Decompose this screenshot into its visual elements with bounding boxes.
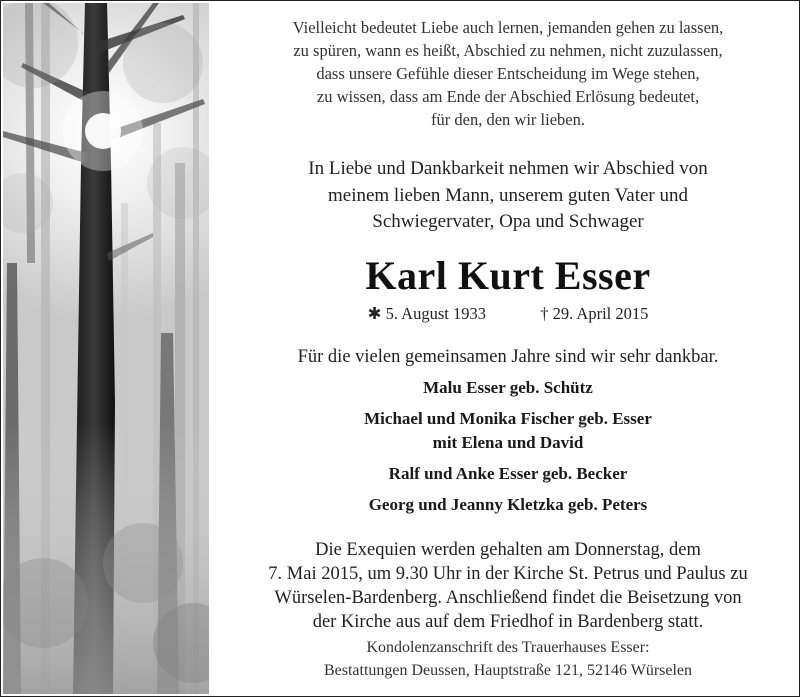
signers-list bbox=[218, 376, 798, 524]
ceremony-line: Die Exequien werden gehalten am Donnerstag, dem bbox=[315, 540, 701, 560]
cross-icon: † bbox=[540, 304, 549, 323]
signer bbox=[218, 493, 798, 517]
birth-icon: ✱ bbox=[367, 304, 382, 323]
ceremony-details bbox=[218, 538, 798, 634]
condolence-address bbox=[218, 636, 798, 682]
intro-text bbox=[218, 156, 798, 236]
birth-date: 5. August 1933 bbox=[385, 304, 486, 323]
verse-line: Vielleicht bedeutet Liebe auch lernen, jemanden gehen zu lassen, bbox=[292, 18, 724, 37]
signer-line: mit Elena und David bbox=[432, 433, 584, 452]
ceremony-line: 7. Mai 2015, um 9.30 Uhr in der Kirche St. Petrus und Paulus zu bbox=[268, 564, 748, 584]
ceremony-line: Würselen-Bardenberg. Anschließend findet die Beisetzung von bbox=[274, 588, 742, 608]
signer-line: Michael und Monika Fischer geb. Esser bbox=[364, 409, 652, 428]
signer-line: Malu Esser geb. Schütz bbox=[423, 378, 593, 397]
condolence-line: Kondolenzanschrift des Trauerhauses Esser: bbox=[366, 639, 650, 656]
forest-photo bbox=[3, 3, 209, 694]
signer-line: Georg und Jeanny Kletzka geb. Peters bbox=[368, 495, 648, 514]
verse-line: zu wissen, dass am Ende der Abschied Erlösung bedeutet, bbox=[316, 87, 700, 106]
verse bbox=[218, 16, 798, 131]
deceased-name: Karl Kurt Esser bbox=[365, 253, 651, 298]
signer bbox=[218, 462, 798, 486]
ceremony-line: der Kirche aus auf dem Friedhof in Bardenberg statt. bbox=[312, 612, 704, 632]
signer bbox=[218, 407, 798, 455]
verse-line: für den, den wir lieben. bbox=[431, 110, 585, 129]
condolence-line: Bestattungen Deussen, Hauptstraße 121, 52146 Würselen bbox=[323, 662, 693, 679]
intro-line: meinem lieben Mann, unserem guten Vater und bbox=[327, 184, 689, 206]
signer-line: Ralf und Anke Esser geb. Becker bbox=[388, 464, 628, 483]
intro-line: In Liebe und Dankbarkeit nehmen wir Abschied von bbox=[308, 158, 708, 179]
intro-line: Schwiegervater, Opa und Schwager bbox=[372, 211, 644, 232]
verse-line: dass unsere Gefühle dieser Entscheidung im Wege stehen, bbox=[316, 64, 700, 83]
thanks-line: Für die vielen gemeinsamen Jahre sind wir sehr dankbar. bbox=[297, 347, 719, 367]
signer bbox=[218, 376, 798, 400]
verse-line: zu spüren, wann es heißt, Abschied zu nehmen, nicht zuzulassen, bbox=[293, 41, 723, 60]
death-date: 29. April 2015 bbox=[552, 304, 649, 323]
life-dates bbox=[218, 304, 798, 324]
